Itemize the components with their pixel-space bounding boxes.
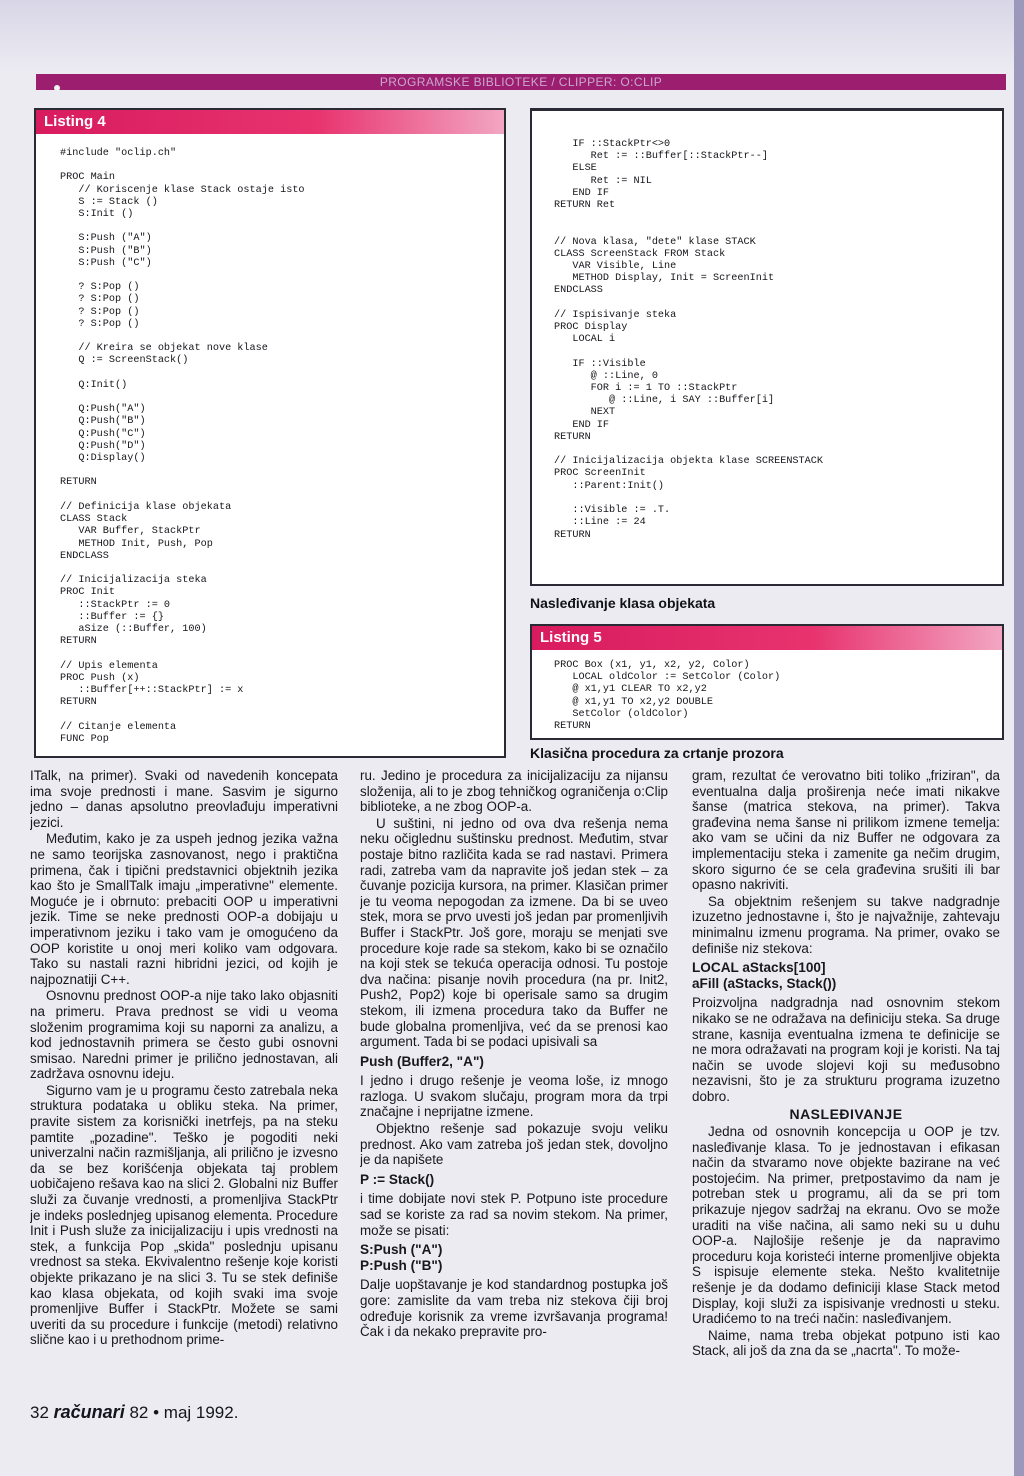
text-column-2: [360, 768, 668, 1396]
paragraph: U suštini, ni jedno od ova dva rešenja nema neku očiglednu suštinsku prednost. Međutim, stvar postaje bitno različita kada se rad nastavi. Primera radi, zatreba vam da napravite još jedan stek – za čuvanje pozicija kursora, na primer. Klasičan primer je tu veoma nepogodan za izmene. Da bi se uveo stek, mora se prvo uvesti još jedan par promenljivih Buffer i StackPtr. Još gore, moraju se menjati sve procedure koje rade sa stekom, kako bi se označilo na koji stek se tekuća operacija odnosi. Tu postoje dva načina: pisanje novih procedura (na pr. Init2, Push2, Pop2) koje bi operisale samo sa drugim stekom, ili izmena procedura tako da Buffer ne bude globalna promenljiva, već da se prenosi kao argument. Tada bi se podaci upisivali sa: [360, 815, 668, 1050]
paragraph: ru. Jedino je procedura za inicijalizaciju za nijansu složenija, ali to je zbog tehničkog ograničenja o:Clip biblioteke, a ne zbog OOP-a.: [360, 768, 668, 815]
listing-5-title: Listing 5: [532, 626, 1002, 650]
listing-4-code: #include "oclip.ch" PROC Main // Koriscenje klase Stack ostaje isto S := Stack () S:Init () S:Push ("A") S:Push ("B") S:Push ("C") ? S:Pop () ? S:Pop () ? S:Pop () ? S:Pop () // Kreira se objekat nove klase Q := ScreenStack() Q:Init() Q:Push("A") Q:Push("B") Q:Push("C") Q:Push("D") Q:Display() RETURN // Definicija klase objekata CLASS Stack VAR Buffer, StackPtr METHOD Init, Push, Pop ENDCLASS // Inicijalizacija steka PROC Init ::StackPtr := 0 ::Buffer := {} aSize (::Buffer, 100) RETURN // Upis elementa PROC Push (x) ::Buffer[++::StackPtr] := x RETURN // Citanje elementa FUNC Pop: [60, 148, 305, 745]
paragraph: Objektno rešenje sad pokazuje svoju veliku prednost. Ako vam zatreba još jedan stek, dovoljno je da napišete: [360, 1121, 668, 1168]
magazine-logo: računari: [53, 1402, 125, 1422]
text-column-3: [692, 768, 1000, 1396]
listing-4-continued-box: [530, 108, 1004, 586]
page-footer: [30, 1402, 238, 1423]
paragraph: gram, rezultat će verovatno biti toliko „friziran", da eventualna dalja proširenja neće imati nikakve šanse (matrica stekova, na primer). Takva građevina nema šanse ni prilikom izmene temelja: ako vam se učini da niz Buffer ne odgovara za implementaciju steka i zamenite ga nečim drugim, skoro sigurno će se cela građevina srušiti ili bar opasno nakriviti.: [692, 768, 1000, 893]
paragraph: Jedna od osnovnih koncepcija u OOP je tzv. nasleđivanje klasa. To je jednostavan i efikasan način da stvaramo nove objekte bazirane na već postojećim. Na primer, pretpostavimo da nam je potreban stek u programu, ali da se pri tom prikazuje njegov sadržaj na ekranu. Ovo se može uraditi na više načina, ali samo neki su u duhu OOP-a. Najlošije rešenje je da napravimo proceduru koja koristeći interne promenljive objekta S ispisuje elemente steka. Nešto kvalitetnije rešenje je da dodamo definiciji klase Stack metod Display, koji služi za ispisivanje vrednosti u steku. Uradićemo to na treći način: nasleđivanjem.: [692, 1124, 1000, 1327]
listing-4-title: Listing 4: [36, 110, 504, 134]
paragraph: Sa objektnim rešenjem su takve nadgradnje izuzetno jednostavne i, što je najvažnije, zahtevaju minimalnu izmenu programa. Na primer, ovako se definiše niz stekova:: [692, 893, 1000, 956]
paragraph: Dalje uopštavanje je kod standardnog postupka još gore: zamislite da vam treba niz stekova čiji broj određuje korisnik za vreme izvršavanja programa! Čak i da nekako prepravite pro-: [360, 1277, 668, 1340]
text-column-1: [30, 768, 338, 1396]
section-heading: NASLEĐIVANJE: [789, 1106, 903, 1123]
paragraph: Sigurno vam je u programu često zatrebala neka struktura podataka u obliku steka. Na primer, pravite sistem za korisnički inetrfejs, pa na steku pamtite „pozadine". Teško je pogoditi neki univerzalni način razmišljanja, ali prilično je izvesno da se bez korišćenja objekata taj problem uobičajeno rešava kao na slici 2. Globalni niz Buffer služi za čuvanje vrednosti, a promenljiva StackPtr je indeks poslednjeg upisanog elementa. Procedure Init i Push služe za inicijalizaciju i upis vrednosti na stek, a funkcija Pop „skida" poslednju upisanu vrednost sa steka. Ekvivalentno rešenje koje koristi objekte prikazano je na slici 3. Tu se stek definiše kao klasa objekata, od kojih svaki ima svoje promenljive Buffer i StackPtr. Možete se sami uveriti da su procedure i funkcije (metodi) relativno slične kao i u prethodnom prime-: [30, 1082, 338, 1348]
paragraph: ITalk, na primer). Svaki od navedenih koncepata ima svoje prednosti i mane. Sasvim je sigurno jedno – danas apsolutno preovlađuju imperativni jezici.: [30, 768, 338, 830]
code-example: LOCAL aStacks[100]: [692, 960, 826, 976]
code-example: P := Stack(): [360, 1171, 435, 1187]
listing-4-continued-code: IF ::StackPtr<>0 Ret := ::Buffer[::StackPtr--] ELSE Ret := NIL END IF RETURN Ret // Nova klasa, "dete" klase STACK CLASS ScreenStack FROM Stack VAR Visible, Line METHOD Display, Init = ScreenInit ENDCLASS // Ispisivanje steka PROC Display LOCAL i IF ::Visible @ ::Line, 0 FOR i := 1 TO ::StackPtr @ ::Line, i SAY ::Buffer[i] NEXT END IF RETURN // Inicijalizacija objekta klase SCREENSTACK PROC ScreenInit ::Parent:Init() ::Visible := .T. ::Line := 24 RETURN: [554, 139, 823, 541]
issue-number: 82: [129, 1403, 149, 1422]
code-example: P:Push ("B"): [360, 1257, 443, 1273]
paragraph: i time dobijate novi stek P. Potpuno iste procedure sad se koriste za rad sa novim stekom. Na primer, može se pisati:: [360, 1191, 668, 1238]
page-number: 32: [30, 1403, 49, 1422]
header-dot: [54, 85, 60, 91]
paragraph: I jedno i drugo rešenje je veoma loše, iz mnogo razloga. U svakom slučaju, program mora da trpi značajne i neprijatne izmene.: [360, 1073, 668, 1120]
paragraph: Osnovnu prednost OOP-a nije tako lako objasniti na primeru. Prava prednost se vidi u veoma složenim programima koji su naporni za analizu, a kod jednostavnih primera se često gubi osnovni smisao. Naredni primer je prilično jednostavan, ali zadržava osnovnu ideju.: [30, 988, 338, 1082]
code-example: aFill (aStacks, Stack()): [692, 975, 837, 991]
listing-5-caption: Klasična procedura za crtanje prozora: [530, 745, 784, 761]
listing-4-box: [34, 108, 506, 758]
paragraph: Naime, nama treba objekat potpuno isti kao Stack, ali još da zna da se „nacrta". To može-: [692, 1327, 1000, 1359]
listing-5-code: PROC Box (x1, y1, x2, y2, Color) LOCAL oldColor := SetColor (Color) @ x1,y1 CLEAR TO x2,y2 @ x1,y1 TO x2,y2 DOUBLE SetColor (oldColor) RETURN: [554, 660, 781, 733]
issue-date: maj 1992.: [163, 1403, 239, 1422]
listing-4-caption: Nasleđivanje klasa objekata: [530, 595, 716, 611]
code-example: Push (Buffer2, "A"): [360, 1053, 484, 1069]
section-header: PROGRAMSKE BIBLIOTEKE / CLIPPER: O:CLIP: [36, 74, 1006, 90]
listing-5-box: [530, 624, 1004, 740]
code-example: S:Push ("A"): [360, 1242, 443, 1258]
page-edge: [1014, 0, 1024, 1476]
page-top-shade: [0, 0, 1024, 72]
footer-bullet: •: [153, 1403, 160, 1422]
paragraph: Međutim, kako je za uspeh jednog jezika važna ne samo teorijska zasnovanost, nego i praktična primena, čak i tipični predstavnici objektnih jezika kao što je SmallTalk imaju „imperativne" elemente. Moguće je i obrnuto: prebaciti OOP u imperativni jezik. Time se neke prednosti OOP-a dobijaju u imperativnom jeziku i tako vam je omogućeno da OOP koristite u onoj meri koliko vam odgovara. Tako su nastali razni hibridni jezici, od kojih je najpoznatiji C++.: [30, 831, 338, 987]
paragraph: Proizvoljna nadgradnja nad osnovnim stekom nikako se ne odražava na definiciju steka. Sa druge strane, kasnija eventualna izmena te definicije se ne mora odražavati na program koji je koristi. Na taj način se uvode slojevi koji su međusobno nezavisni, što je za strukturu programa izuzetno dobro.: [692, 995, 1000, 1104]
